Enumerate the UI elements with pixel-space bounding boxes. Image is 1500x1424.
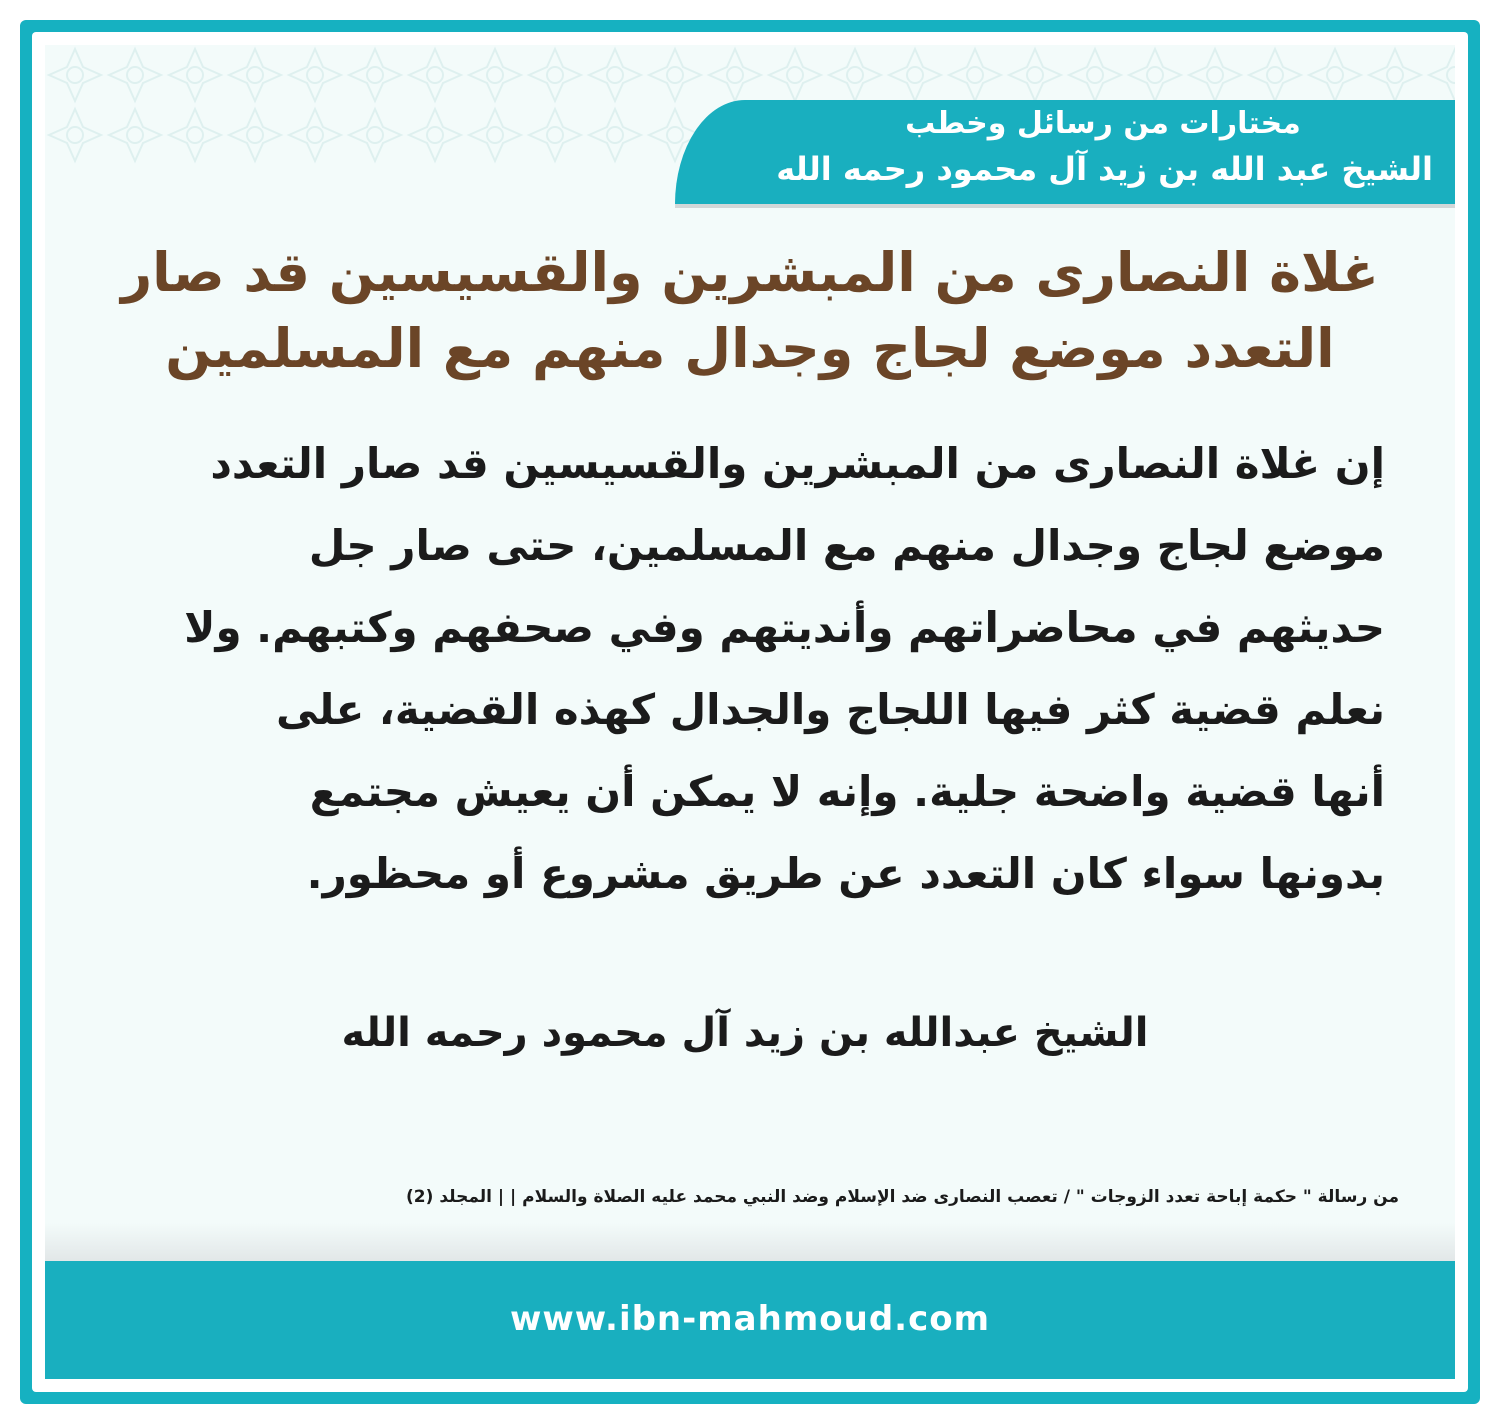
header-subtitle: مختارات من رسائل وخطب bbox=[905, 106, 1301, 141]
article-title bbox=[95, 235, 1405, 387]
footer-bar bbox=[45, 1261, 1455, 1379]
source-citation: من رسالة " حكمة إباحة تعدد الزوجات " / تعصب النصارى ضد الإسلام وضد النبي محمد عليه الصلاة والسلام | | المجلد (2) bbox=[406, 1187, 1399, 1207]
title-line-1: غلاة النصارى من المبشرين والقسيسين قد صار bbox=[121, 241, 1379, 304]
body-line: حديثهم في محاضراتهم وأنديتهم وفي صحفهم وكتبهم. ولا bbox=[184, 603, 1385, 652]
body-line: نعلم قضية كثر فيها اللجاج والجدال كهذه القضية، على bbox=[275, 685, 1385, 734]
body-line: موضع لجاج وجدال منهم مع المسلمين، حتى صار جل bbox=[308, 521, 1385, 570]
article-body bbox=[135, 423, 1385, 915]
body-line: إن غلاة النصارى من المبشرين والقسيسين قد صار التعدد bbox=[210, 439, 1385, 488]
author-signature: الشيخ عبدالله بن زيد آل محمود رحمه الله bbox=[341, 1010, 1149, 1056]
header-banner bbox=[675, 100, 1455, 204]
website-link[interactable]: www.ibn-mahmoud.com bbox=[509, 1299, 991, 1339]
content-card bbox=[45, 45, 1455, 1379]
header-author: الشيخ عبد الله بن زيد آل محمود رحمه الله bbox=[776, 150, 1433, 188]
title-line-2: التعدد موضع لجاج وجدال منهم مع المسلمين bbox=[165, 317, 1335, 380]
body-line: أنها قضية واضحة جلية. وإنه لا يمكن أن يعيش مجتمع bbox=[309, 767, 1385, 816]
footer-divider bbox=[45, 1223, 1455, 1263]
body-line: بدونها سواء كان التعدد عن طريق مشروع أو محظور. bbox=[306, 849, 1385, 898]
